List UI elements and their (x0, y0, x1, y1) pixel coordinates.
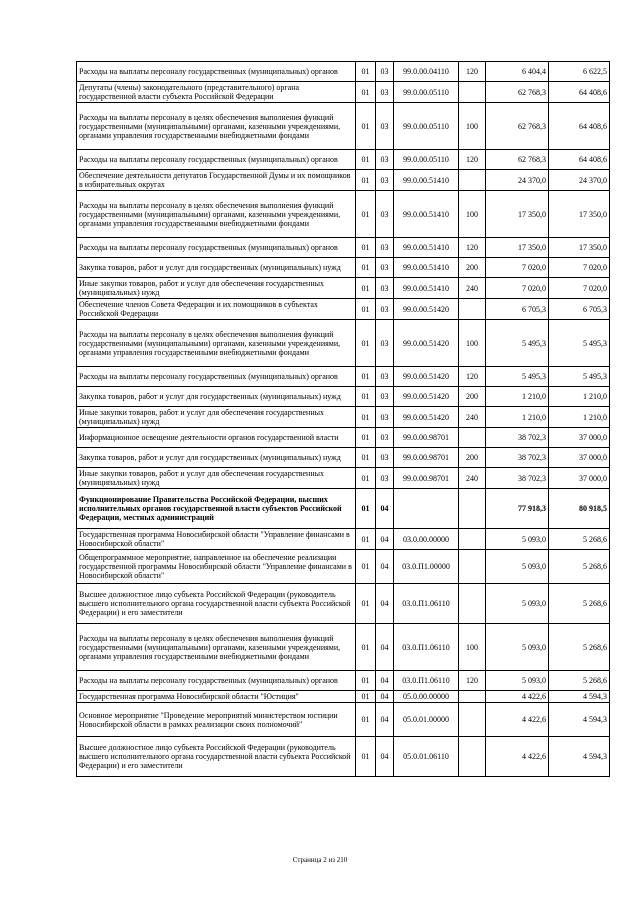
row-expense-type: 240 (459, 278, 486, 299)
row-name: Закупка товаров, работ и услуг для государственных (муниципальных) нужд (77, 387, 356, 407)
row-target-article: 03.0.П1.06110 (394, 671, 459, 691)
row-name: Обеспечение деятельности депутатов Государственной Думы и их помощников в избирательных округах (77, 170, 356, 191)
row-section: 01 (356, 258, 376, 278)
row-subsection: 03 (376, 299, 394, 320)
row-amount-year-1: 5 093,0 (486, 624, 549, 671)
row-section: 01 (356, 489, 376, 529)
row-amount-year-1: 5 093,0 (486, 584, 549, 624)
row-target-article: 99.0.00.51410 (394, 258, 459, 278)
row-subsection: 03 (376, 150, 394, 170)
row-name: Основное мероприятие "Проведение мероприятий министерством юстиции Новосибирской области в рамках реализации своих полномочий" (77, 703, 356, 737)
row-expense-type (459, 691, 486, 703)
row-amount-year-1: 5 093,0 (486, 529, 549, 550)
row-section: 01 (356, 82, 376, 103)
row-subsection: 04 (376, 691, 394, 703)
row-subsection: 03 (376, 407, 394, 428)
row-expense-type (459, 299, 486, 320)
row-section: 01 (356, 150, 376, 170)
row-section: 01 (356, 448, 376, 468)
row-subsection: 04 (376, 737, 394, 777)
row-target-article: 03.0.П1.06110 (394, 624, 459, 671)
row-amount-year-1: 77 918,3 (486, 489, 549, 529)
row-name: Расходы на выплаты персоналу государственных (муниципальных) органов (77, 62, 356, 82)
row-amount-year-1: 62 768,3 (486, 82, 549, 103)
table-row (77, 299, 610, 320)
row-subsection: 04 (376, 671, 394, 691)
row-expense-type (459, 170, 486, 191)
row-expense-type: 100 (459, 103, 486, 150)
row-name: Закупка товаров, работ и услуг для государственных (муниципальных) нужд (77, 448, 356, 468)
row-section: 01 (356, 671, 376, 691)
row-name: Функционирование Правительства Российской Федерации, высших исполнительных органов государственной власти субъектов Российской Федерации, местных администраций (77, 489, 356, 529)
row-target-article: 05.0.01.00000 (394, 703, 459, 737)
table-row (77, 103, 610, 150)
row-subsection: 04 (376, 489, 394, 529)
row-expense-type (459, 428, 486, 448)
row-amount-year-2: 24 370,0 (549, 170, 610, 191)
row-amount-year-2: 4 594,3 (549, 703, 610, 737)
row-expense-type: 100 (459, 624, 486, 671)
row-amount-year-2: 5 495,3 (549, 320, 610, 367)
row-amount-year-1: 5 495,3 (486, 320, 549, 367)
row-name: Обеспечение членов Совета Федерации и их помощников в субъектах Российской Федерации (77, 299, 356, 320)
row-target-article: 99.0.00.51410 (394, 170, 459, 191)
row-expense-type (459, 550, 486, 584)
row-name: Расходы на выплаты персоналу в целях обеспечения выполнения функций государственными (муниципальными) органами, казенными учреждениями, органами управления государственными внебюджетными фондами (77, 191, 356, 238)
row-name: Государственная программа Новосибирской области "Управление финансами в Новосибирской области" (77, 529, 356, 550)
table-row (77, 691, 610, 703)
row-target-article (394, 489, 459, 529)
row-target-article: 99.0.00.05110 (394, 82, 459, 103)
table-row (77, 428, 610, 448)
row-name: Государственная программа Новосибирской области "Юстиция" (77, 691, 356, 703)
row-subsection: 03 (376, 320, 394, 367)
row-name: Общепрограммное мероприятие, направленное на обеспечение реализации государственной программы Новосибирской области "Управление финансами в Новосибирской области" (77, 550, 356, 584)
row-amount-year-1: 4 422,6 (486, 703, 549, 737)
table-row (77, 703, 610, 737)
row-target-article: 99.0.00.51420 (394, 367, 459, 387)
row-target-article: 99.0.00.98701 (394, 448, 459, 468)
row-amount-year-1: 4 422,6 (486, 737, 549, 777)
row-subsection: 03 (376, 428, 394, 448)
row-subsection: 03 (376, 448, 394, 468)
row-subsection: 03 (376, 468, 394, 489)
row-section: 01 (356, 737, 376, 777)
row-amount-year-1: 5 093,0 (486, 671, 549, 691)
row-amount-year-2: 4 594,3 (549, 737, 610, 777)
row-section: 01 (356, 299, 376, 320)
row-name: Информационное освещение деятельности органов государственной власти (77, 428, 356, 448)
table-row (77, 238, 610, 258)
row-subsection: 04 (376, 624, 394, 671)
row-amount-year-2: 1 210,0 (549, 387, 610, 407)
row-subsection: 04 (376, 584, 394, 624)
row-name: Расходы на выплаты персоналу государственных (муниципальных) органов (77, 367, 356, 387)
row-subsection: 03 (376, 367, 394, 387)
row-amount-year-2: 37 000,0 (549, 448, 610, 468)
row-amount-year-2: 37 000,0 (549, 428, 610, 448)
row-expense-type (459, 584, 486, 624)
row-expense-type: 200 (459, 387, 486, 407)
row-expense-type (459, 82, 486, 103)
row-expense-type (459, 529, 486, 550)
row-amount-year-1: 4 422,6 (486, 691, 549, 703)
table-row (77, 489, 610, 529)
row-amount-year-2: 64 408,6 (549, 103, 610, 150)
row-section: 01 (356, 320, 376, 367)
row-section: 01 (356, 691, 376, 703)
row-expense-type (459, 703, 486, 737)
row-section: 01 (356, 550, 376, 584)
row-amount-year-1: 38 702,3 (486, 448, 549, 468)
row-subsection: 03 (376, 170, 394, 191)
row-target-article: 05.0.01.06110 (394, 737, 459, 777)
row-section: 01 (356, 367, 376, 387)
row-subsection: 03 (376, 387, 394, 407)
row-expense-type: 120 (459, 671, 486, 691)
row-amount-year-1: 1 210,0 (486, 387, 549, 407)
row-amount-year-1: 38 702,3 (486, 468, 549, 489)
row-target-article: 05.0.00.00000 (394, 691, 459, 703)
row-subsection: 03 (376, 258, 394, 278)
row-amount-year-1: 7 020,0 (486, 258, 549, 278)
row-amount-year-2: 5 268,6 (549, 624, 610, 671)
row-name: Расходы на выплаты персоналу государственных (муниципальных) органов (77, 238, 356, 258)
row-section: 01 (356, 584, 376, 624)
row-amount-year-2: 1 210,0 (549, 407, 610, 428)
row-subsection: 03 (376, 278, 394, 299)
row-section: 01 (356, 62, 376, 82)
row-target-article: 99.0.00.51410 (394, 278, 459, 299)
row-expense-type: 240 (459, 407, 486, 428)
row-amount-year-1: 6 404,4 (486, 62, 549, 82)
row-target-article: 03.0.П1.00000 (394, 550, 459, 584)
row-section: 01 (356, 278, 376, 299)
row-target-article: 99.0.00.51420 (394, 407, 459, 428)
table-row (77, 407, 610, 428)
row-amount-year-2: 5 268,6 (549, 584, 610, 624)
row-subsection: 03 (376, 238, 394, 258)
budget-table-body (77, 62, 610, 777)
row-amount-year-1: 1 210,0 (486, 407, 549, 428)
row-section: 01 (356, 529, 376, 550)
row-amount-year-2: 7 020,0 (549, 278, 610, 299)
row-name: Иные закупки товаров, работ и услуг для обеспечения государственных (муниципальных) нужд (77, 407, 356, 428)
row-amount-year-1: 24 370,0 (486, 170, 549, 191)
table-row (77, 170, 610, 191)
table-row (77, 62, 610, 82)
row-amount-year-2: 17 350,0 (549, 238, 610, 258)
row-name: Высшее должностное лицо субъекта Российской Федерации (руководитель высшего исполнительного органа государственной власти субъекта Российской Федерации) и его заместители (77, 584, 356, 624)
row-amount-year-2: 7 020,0 (549, 258, 610, 278)
row-amount-year-2: 37 000,0 (549, 468, 610, 489)
row-amount-year-1: 6 705,3 (486, 299, 549, 320)
row-amount-year-1: 62 768,3 (486, 150, 549, 170)
row-expense-type: 120 (459, 150, 486, 170)
page-number: Страница 2 из 210 (292, 856, 348, 864)
row-name: Расходы на выплаты персоналу в целях обеспечения выполнения функций государственными (муниципальными) органами, казенными учреждениями, органами управления государственными внебюджетными фондами (77, 624, 356, 671)
row-section: 01 (356, 428, 376, 448)
table-row (77, 737, 610, 777)
table-row (77, 584, 610, 624)
row-amount-year-2: 80 918,5 (549, 489, 610, 529)
row-target-article: 99.0.00.05110 (394, 150, 459, 170)
row-name: Расходы на выплаты персоналу государственных (муниципальных) органов (77, 150, 356, 170)
row-expense-type: 100 (459, 320, 486, 367)
table-row (77, 529, 610, 550)
row-expense-type: 200 (459, 448, 486, 468)
row-subsection: 04 (376, 550, 394, 584)
row-subsection: 03 (376, 103, 394, 150)
table-row (77, 320, 610, 367)
row-target-article: 99.0.00.98701 (394, 428, 459, 448)
row-section: 01 (356, 624, 376, 671)
row-subsection: 03 (376, 191, 394, 238)
row-amount-year-2: 64 408,6 (549, 82, 610, 103)
row-target-article: 99.0.00.05110 (394, 103, 459, 150)
row-amount-year-2: 5 495,3 (549, 367, 610, 387)
row-amount-year-2: 5 268,6 (549, 671, 610, 691)
row-amount-year-1: 38 702,3 (486, 428, 549, 448)
row-name: Высшее должностное лицо субъекта Российской Федерации (руководитель высшего исполнительного органа государственной власти субъекта Российской Федерации) и его заместители (77, 737, 356, 777)
row-section: 01 (356, 191, 376, 238)
row-amount-year-2: 5 268,6 (549, 550, 610, 584)
row-amount-year-1: 5 495,3 (486, 367, 549, 387)
row-amount-year-1: 62 768,3 (486, 103, 549, 150)
row-amount-year-2: 6 705,3 (549, 299, 610, 320)
row-amount-year-1: 17 350,0 (486, 191, 549, 238)
row-section: 01 (356, 387, 376, 407)
row-target-article: 99.0.00.51420 (394, 387, 459, 407)
row-target-article: 99.0.00.51410 (394, 238, 459, 258)
table-row (77, 278, 610, 299)
row-name: Депутаты (члены) законодательного (представительного) органа государственной власти субъекта Российской Федерации (77, 82, 356, 103)
row-expense-type (459, 489, 486, 529)
row-subsection: 03 (376, 62, 394, 82)
row-target-article: 99.0.00.51410 (394, 191, 459, 238)
row-section: 01 (356, 103, 376, 150)
row-amount-year-1: 17 350,0 (486, 238, 549, 258)
row-subsection: 04 (376, 529, 394, 550)
table-row (77, 387, 610, 407)
row-amount-year-2: 17 350,0 (549, 191, 610, 238)
table-row (77, 671, 610, 691)
table-row (77, 150, 610, 170)
budget-table (76, 61, 610, 777)
row-expense-type: 240 (459, 468, 486, 489)
row-section: 01 (356, 468, 376, 489)
row-section: 01 (356, 170, 376, 191)
table-row (77, 468, 610, 489)
row-amount-year-2: 64 408,6 (549, 150, 610, 170)
table-row (77, 367, 610, 387)
row-amount-year-2: 6 622,5 (549, 62, 610, 82)
table-row (77, 448, 610, 468)
row-expense-type (459, 737, 486, 777)
row-expense-type: 120 (459, 238, 486, 258)
row-subsection: 03 (376, 82, 394, 103)
row-section: 01 (356, 238, 376, 258)
row-amount-year-1: 7 020,0 (486, 278, 549, 299)
row-name: Расходы на выплаты персоналу в целях обеспечения выполнения функций государственными (муниципальными) органами, казенными учреждениями, органами управления государственными внебюджетными фондами (77, 103, 356, 150)
row-target-article: 99.0.00.98701 (394, 468, 459, 489)
table-row (77, 258, 610, 278)
row-name: Расходы на выплаты персоналу государственных (муниципальных) органов (77, 671, 356, 691)
row-section: 01 (356, 407, 376, 428)
table-row (77, 82, 610, 103)
row-amount-year-2: 4 594,3 (549, 691, 610, 703)
row-amount-year-2: 5 268,6 (549, 529, 610, 550)
table-row (77, 550, 610, 584)
row-name: Закупка товаров, работ и услуг для государственных (муниципальных) нужд (77, 258, 356, 278)
row-target-article: 99.0.00.51420 (394, 320, 459, 367)
row-name: Расходы на выплаты персоналу в целях обеспечения выполнения функций государственными (муниципальными) органами, казенными учреждениями, органами управления государственными внебюджетными фондами (77, 320, 356, 367)
row-expense-type: 120 (459, 367, 486, 387)
row-target-article: 99.0.00.51420 (394, 299, 459, 320)
row-target-article: 03.0.00.00000 (394, 529, 459, 550)
row-subsection: 04 (376, 703, 394, 737)
row-target-article: 99.0.00.04110 (394, 62, 459, 82)
row-section: 01 (356, 703, 376, 737)
row-expense-type: 120 (459, 62, 486, 82)
table-row (77, 191, 610, 238)
row-amount-year-1: 5 093,0 (486, 550, 549, 584)
row-target-article: 03.0.П1.06110 (394, 584, 459, 624)
row-name: Иные закупки товаров, работ и услуг для обеспечения государственных (муниципальных) нужд (77, 278, 356, 299)
row-name: Иные закупки товаров, работ и услуг для обеспечения государственных (муниципальных) нужд (77, 468, 356, 489)
row-expense-type: 100 (459, 191, 486, 238)
table-row (77, 624, 610, 671)
row-expense-type: 200 (459, 258, 486, 278)
